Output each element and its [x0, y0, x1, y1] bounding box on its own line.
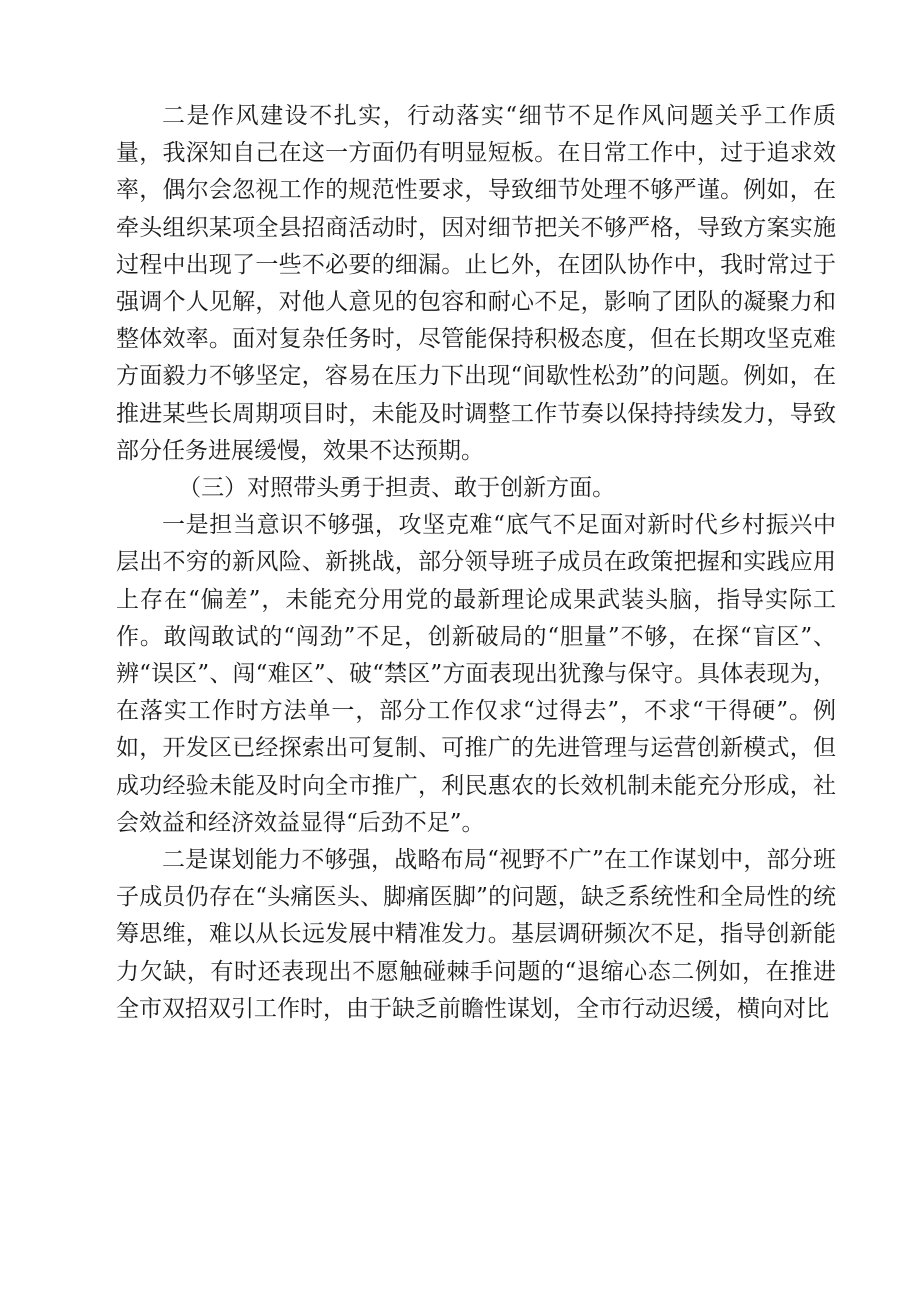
section-heading-responsibility: （三）对照带头勇于担责、敢于创新方面。 — [178, 475, 616, 502]
document-body — [116, 98, 836, 1028]
paragraph-responsibility: 一是担当意识不够强，攻坚克难“底气不足面对新时代乡村振兴中层出不穷的新风险、新挑战，部分领导班子成员在政策把握和实践应用上存在“偏差”，未能充分用党的最新理论成果武装头脑，指导实际工作。敢闯敢试的“闯劲”不足，创新破局的“胆量”不够，在探“盲区”、辨“误区”、闯“难区”、破“禁区”方面表现出犹豫与保守。具体表现为，在落实工作时方法单一，部分工作仅求“过得去”，不求“干得硬”。例如，开发区已经探索出可复制、可推广的先进管理与运营创新模式，但成功经验未能及时向全市推广，利民惠农的长效机制未能充分形成，社会效益和经济效益显得“后劲不足”。 — [116, 512, 836, 836]
paragraph-work-style: 二是作风建设不扎实，行动落实“细节不足作风问题关乎工作质量，我深知自己在这一方面仍有明显短板。在日常工作中，过于追求效率，偶尔会忽视工作的规范性要求，导致细节处理不够严谨。例如，在牵头组织某项全县招商活动时，因对细节把关不够严格，导致方案实施过程中出现了一些不必要的细漏。止匕外，在团队协作中，我时常过于强调个人见解，对他人意见的包容和耐心不足，影响了团队的凝聚力和整体效率。面对复杂任务时，尽管能保持积极态度，但在长期攻坚克难方面毅力不够坚定，容易在压力下出现“间歇性松劲”的问题。例如，在推进某些长周期项目时，未能及时调整工作节奏以保持持续发力，导致部分任务进展缓慢，效果不达预期。 — [116, 103, 836, 464]
paragraph-planning: 二是谋划能力不够强，战略布局“视野不广”在工作谋划中，部分班子成员仍存在“头痛医头、脚痛医脚”的问题，缺乏系统性和全局性的统筹思维，难以从长远发展中精准发力。基层调研频次不足，指导创新能力欠缺，有时还表现出不愿触碰棘手问题的“退缩心态二例如，在推进全市双招双引工作时，由于缺乏前瞻性谋划，全市行动迟缓，横向对比 — [116, 847, 836, 1022]
